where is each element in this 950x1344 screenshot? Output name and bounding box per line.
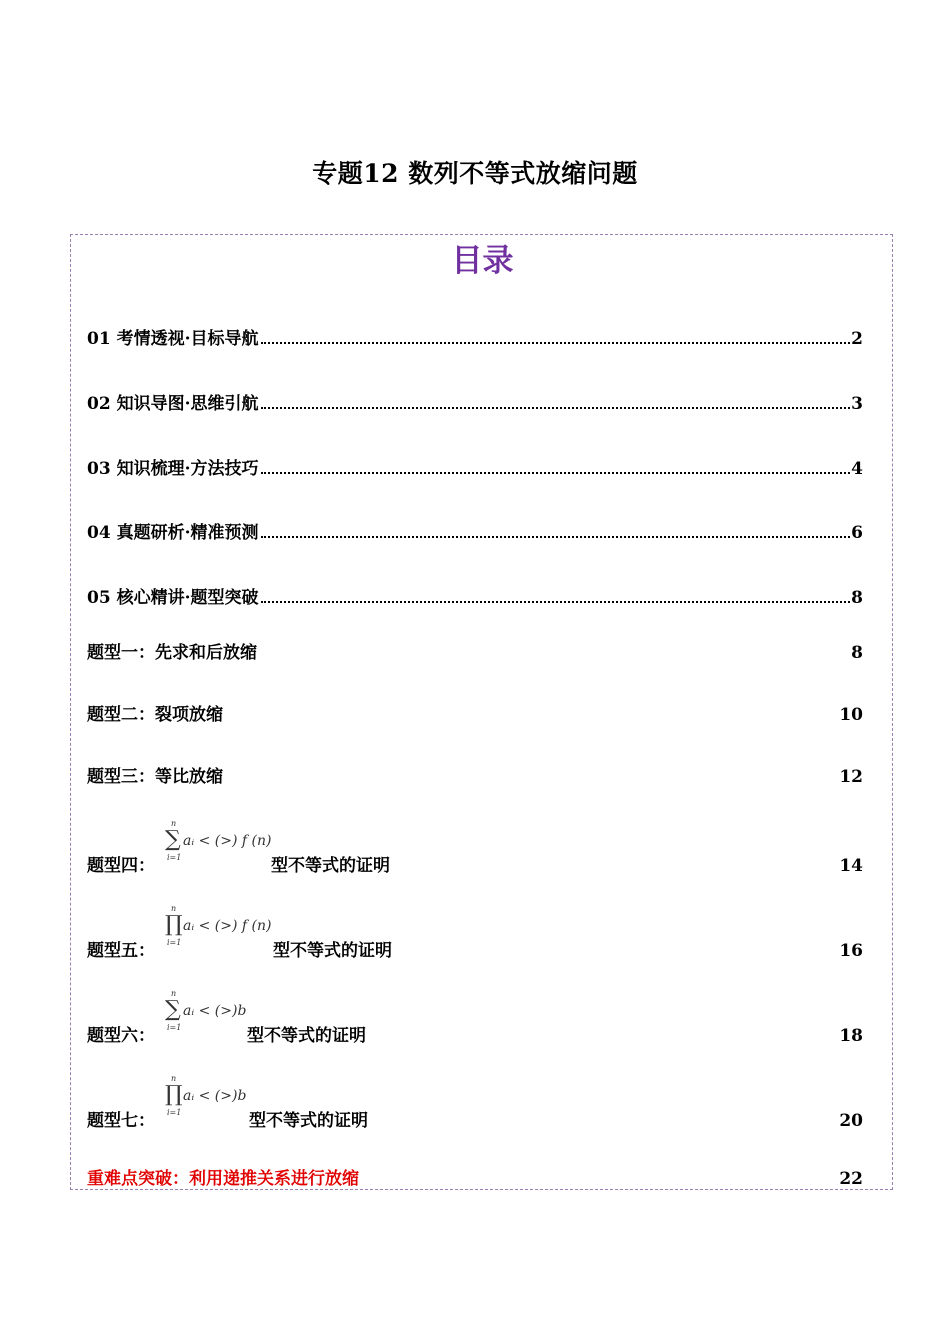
toc-box [70, 234, 893, 1190]
toc-entry[interactable] [87, 455, 863, 479]
dot-leader [261, 342, 851, 344]
formula-sum-fn: n ∑ i=1 aᵢ < (>) f (n) [165, 819, 272, 862]
toc-type-entry[interactable] [87, 1107, 863, 1131]
toc-type-label: 题型七： [87, 1111, 155, 1131]
toc-entry-label: 01 考情透视·目标导航 [87, 329, 259, 349]
toc-type-suffix: 型不等式的证明 [249, 1111, 368, 1131]
toc-type-page: 18 [839, 1026, 863, 1046]
toc-type-label: 题型五： [87, 941, 155, 961]
toc-type-suffix: 型不等式的证明 [247, 1026, 366, 1046]
toc-entry-page: 6 [851, 523, 863, 543]
toc-type-suffix: 型不等式的证明 [273, 941, 392, 961]
dot-leader [261, 407, 851, 409]
toc-entry[interactable] [87, 519, 863, 543]
toc-type-entry[interactable] [87, 1022, 863, 1046]
toc-type-page: 8 [851, 643, 863, 663]
toc-type-page: 20 [839, 1111, 863, 1131]
toc-highlight-label: 重难点突破：利用递推关系进行放缩 [87, 1169, 359, 1189]
toc-highlight-entry[interactable] [87, 1165, 863, 1189]
toc-entry-label: 03 知识梳理·方法技巧 [87, 459, 259, 479]
toc-type-page: 10 [839, 705, 863, 725]
dot-leader [261, 536, 851, 538]
toc-type-entry[interactable] [87, 852, 863, 876]
toc-type-label: 题型三：等比放缩 [87, 767, 223, 787]
toc-entry-label: 02 知识导图·思维引航 [87, 394, 259, 414]
toc-type-label: 题型四： [87, 856, 155, 876]
toc-entry[interactable] [87, 584, 863, 608]
toc-type-label: 题型六： [87, 1026, 155, 1046]
document-title: 专题12 数列不等式放缩问题 [312, 159, 638, 188]
toc-entry-page: 2 [851, 329, 863, 349]
toc-type-entry[interactable] [87, 639, 863, 663]
toc-entry-page: 4 [851, 459, 863, 479]
toc-type-page: 12 [839, 767, 863, 787]
toc-type-entry[interactable] [87, 763, 863, 787]
toc-entry-page: 3 [851, 394, 863, 414]
dot-leader [261, 601, 851, 603]
formula-prod-b: n ∏ i=1 aᵢ < (>)b [165, 1074, 247, 1117]
toc-type-entry[interactable] [87, 937, 863, 961]
toc-entry-page: 8 [851, 588, 863, 608]
toc-highlight-page: 22 [839, 1169, 863, 1189]
toc-type-label: 题型二：裂项放缩 [87, 705, 223, 725]
toc-type-entry[interactable] [87, 701, 863, 725]
toc-type-page: 16 [839, 941, 863, 961]
toc-heading: 目录 [451, 243, 514, 279]
toc-entry-label: 04 真题研析·精准预测 [87, 523, 259, 543]
formula-prod-fn: n ∏ i=1 aᵢ < (>) f (n) [165, 904, 272, 947]
toc-type-page: 14 [839, 856, 863, 876]
toc-type-suffix: 型不等式的证明 [271, 856, 390, 876]
toc-type-label: 题型一：先求和后放缩 [87, 643, 257, 663]
dot-leader [261, 472, 851, 474]
formula-sum-b: n ∑ i=1 aᵢ < (>)b [165, 989, 247, 1032]
toc-entry[interactable] [87, 325, 863, 349]
toc-entry-label: 05 核心精讲·题型突破 [87, 588, 259, 608]
toc-entry[interactable] [87, 390, 863, 414]
